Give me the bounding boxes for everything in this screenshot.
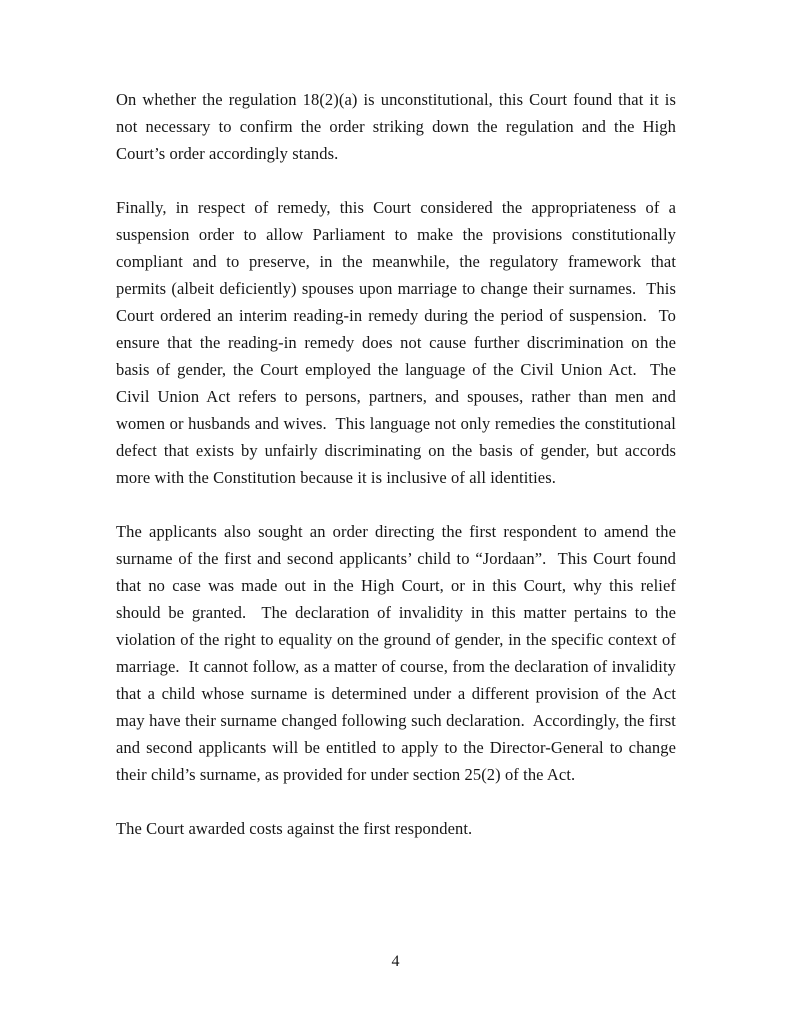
paragraph-costs: The Court awarded costs against the first respondent.: [116, 819, 473, 838]
paragraph-remedy-suspension: Finally, in respect of remedy, this Court considered the appropriateness of a suspension order to allow Parliament to make the provisions constitutionally compliant and to preserve, in the meanwhile, the regulatory framework that permits (albeit deficiently) spouses upon marriage to change their surnames. This Court ordered an interim reading-in remedy during the period of suspension. To ensure that the reading-in remedy does not cause further discrimination on the basis of gender, the Court employed the language of the Civil Union Act. The Civil Union Act refers to persons, partners, and spouses, rather than men and women or husbands and wives. This language not only remedies the constitutional defect that exists by unfairly discriminating on the basis of gender, but accords more with the Constitution because it is inclusive of all identities.: [116, 198, 681, 487]
page-number: 4: [391, 953, 400, 970]
body-text: [116, 86, 681, 869]
paragraph-regulation-unconstitutional: On whether the regulation 18(2)(a) is unconstitutional, this Court found that it is not necessary to confirm the order striking down the regulation and the High Court’s order accordingly stands.: [116, 90, 681, 163]
paragraph-surname-amendment: The applicants also sought an order directing the first respondent to amend the surname of the first and second applicants’ child to “Jordaan”. This Court found that no case was made out in the High Court, or in this Court, why this relief should be granted. The declaration of invalidity in this matter pertains to the violation of the right to equality on the ground of gender, in the specific context of marriage. It cannot follow, as a matter of course, from the declaration of invalidity that a child whose surname is determined under a different provision of the Act may have their surname changed following such declaration. Accordingly, the first and second applicants will be entitled to apply to the Director-General to change their child’s surname, as provided for under section 25(2) of the Act.: [116, 522, 681, 784]
